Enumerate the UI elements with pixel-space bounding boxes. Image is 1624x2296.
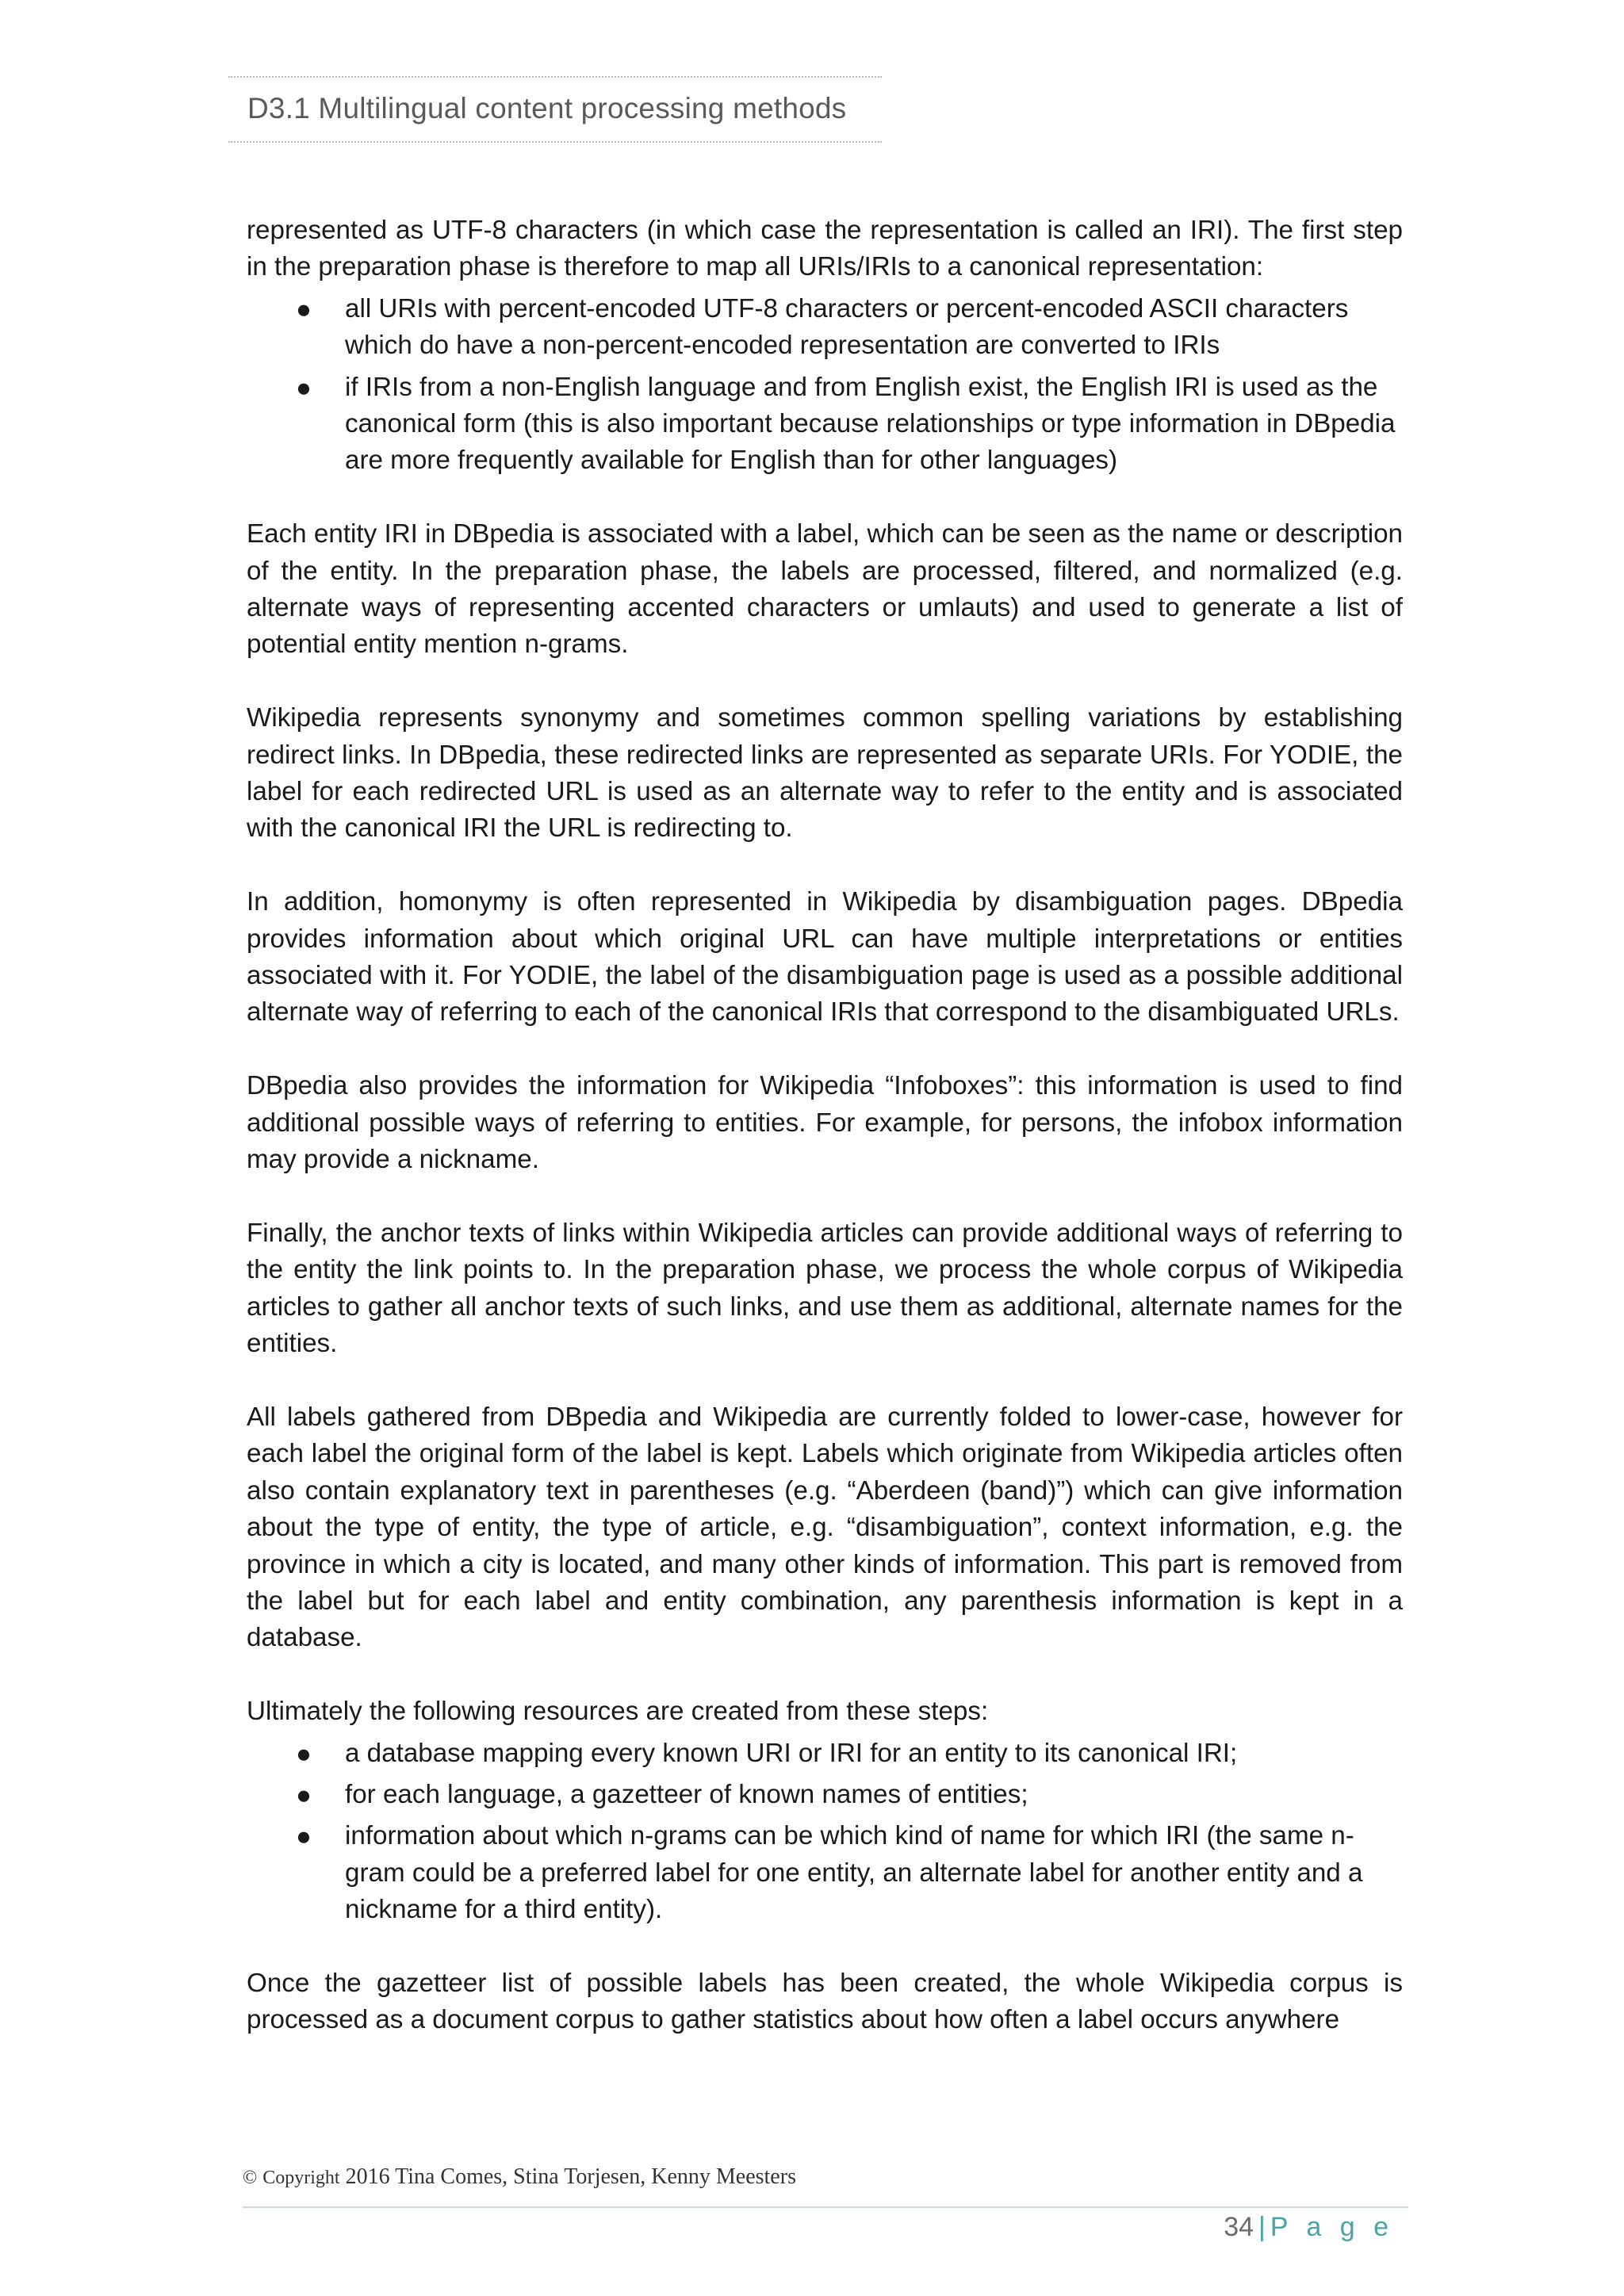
paragraph: represented as UTF-8 characters (in which case the representation is called an IRI). The first step in the preparation phase is therefore to map all URIs/IRIs to a canonical representation: (247, 216, 1403, 282)
bullet-icon: ● (296, 1738, 312, 1768)
page-separator: | (1258, 2212, 1266, 2242)
page-number-value: 34 (1224, 2212, 1254, 2242)
bullet-icon: ● (296, 372, 312, 402)
page-number (1224, 2212, 1394, 2243)
list-item: ● information about which n-grams can be which kind of name for which IRI (the same n-gram could be a preferred label for one entity, an alternate label for another entity and a nickname for a third entity). (247, 1818, 1403, 1928)
bullet-icon: ● (296, 1821, 312, 1851)
paragraph: Each entity IRI in DBpedia is associated with a label, which can be seen as the name or description of the entity. In the preparation phase, the labels are processed, filtered, and normalized (e.g. alternate ways of representing accented characters or umlauts) and used to generate a list of potential entity mention n-grams. (247, 519, 1403, 660)
paragraph: Once the gazetteer list of possible labels has been created, the whole Wikipedia corpus is processed as a document corpus to gather statistics about how often a label occurs anywhere (247, 1968, 1403, 2035)
bullet-list (247, 1735, 1403, 1929)
paragraph: All labels gathered from DBpedia and Wikipedia are currently folded to lower-case, however for each label the original form of the label is kept. Labels which originate from Wikipedia articles often also contain explanatory text in parentheses (e.g. “Aberdeen (band)”) which can give information about the type of entity, the type of article, e.g. “disambiguation”, context information, e.g. the province in which a city is located, and many other kinds of information. This part is removed from the label but for each label and entity combination, any parenthesis information is kept in a database. (247, 1402, 1403, 1653)
footer-divider (243, 2206, 1408, 2208)
paragraph: In addition, homonymy is often represented in Wikipedia by disambiguation pages. DBpedia provides information about which original URL can have multiple interpretations or entities associated with it. For YODIE, the label of the disambiguation page is used as a possible additional alternate way of referring to each of the canonical IRIs that correspond to the disambiguated URLs. (247, 887, 1403, 1027)
page-header (228, 76, 882, 143)
bullet-list (247, 291, 1403, 480)
document-body (247, 212, 1403, 2039)
copyright-symbol: © (243, 2168, 258, 2188)
copyright-notice (243, 2164, 796, 2190)
list-item: ● for each language, a gazetteer of known names of entities; (247, 1777, 1403, 1813)
copyright-label: Copyright (262, 2168, 340, 2188)
copyright-holders: 2016 Tina Comes, Stina Torjesen, Kenny Meesters (345, 2164, 796, 2189)
paragraph: Finally, the anchor texts of links within Wikipedia articles can provide additional ways of referring to the entity the link points to. In the preparation phase, we process the whole corpus of Wikipedia articles to gather all anchor texts of such links, and use them as additional, alternate names for the entities. (247, 1218, 1403, 1359)
list-item: ● all URIs with percent-encoded UTF-8 characters or percent-encoded ASCII characters which do have a non-percent-encoded representation are converted to IRIs (247, 291, 1403, 365)
paragraph: DBpedia also provides the information for Wikipedia “Infoboxes”: this information is used to find additional possible ways of referring to entities. For example, for persons, the infobox information may provide a nickname. (247, 1071, 1403, 1175)
paragraph: Ultimately the following resources are created from these steps: (247, 1697, 989, 1727)
bullet-icon: ● (296, 1779, 312, 1809)
list-item: ● if IRIs from a non-English language and from English exist, the English IRI is used as the canonical form (this is also important because relationships or type information in DBpedia are more frequently available for English than for other languages) (247, 369, 1403, 480)
page-label: P a g e (1270, 2212, 1394, 2242)
paragraph: Wikipedia represents synonymy and sometimes common spelling variations by establishing redirect links. In DBpedia, these redirected links are represented as separate URIs. For YODIE, the label for each redirected URL is used as an alternate way to refer to the entity and is associated with the canonical IRI the URL is redirecting to. (247, 703, 1403, 844)
bullet-icon: ● (296, 293, 312, 323)
list-item: ● a database mapping every known URI or IRI for an entity to its canonical IRI; (247, 1735, 1403, 1772)
document-title: D3.1 Multilingual content processing methods (247, 92, 847, 124)
